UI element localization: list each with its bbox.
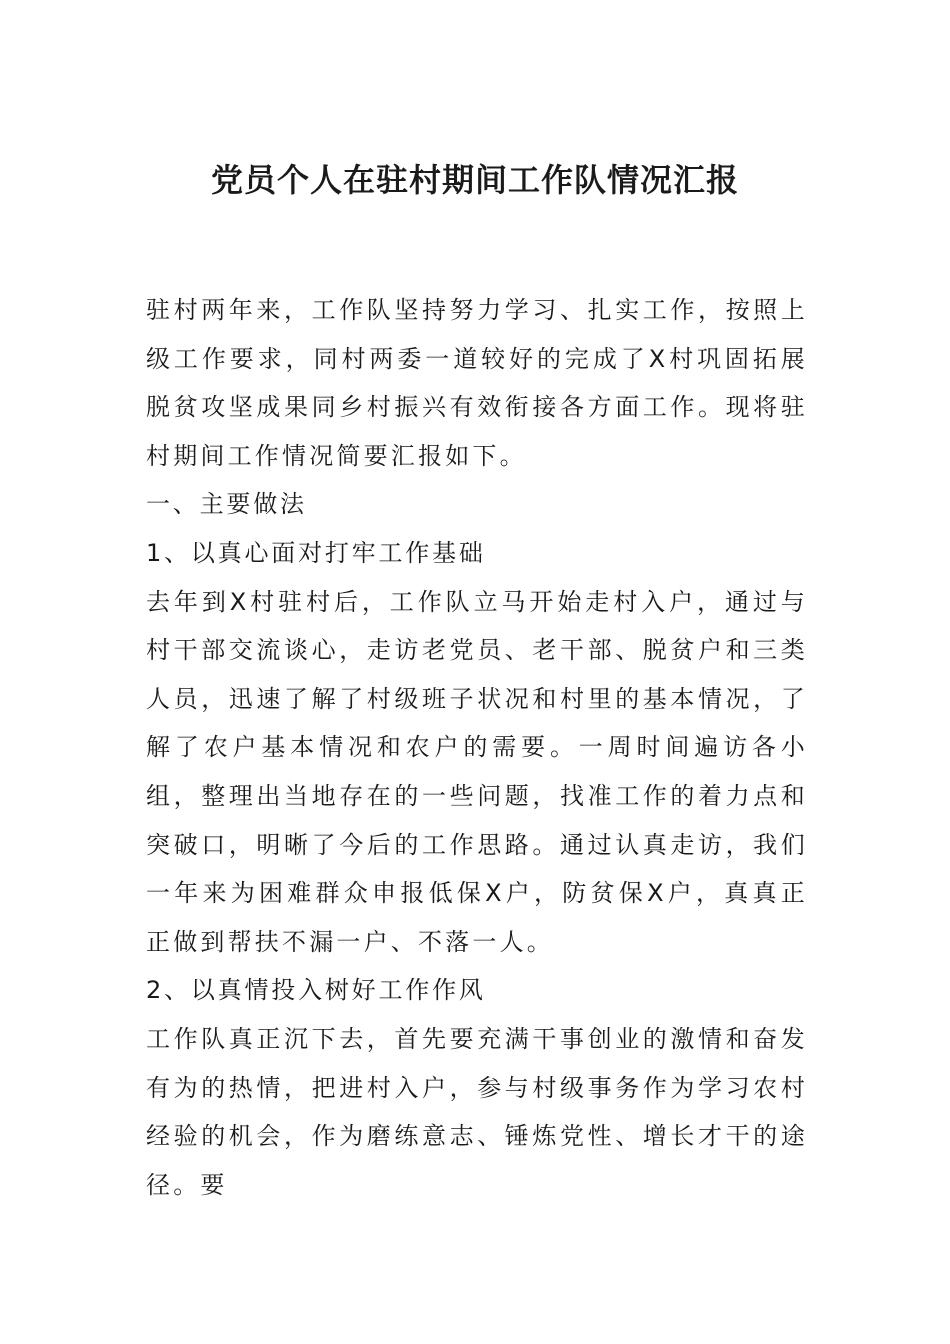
subsection-body-2: 工作队真正沉下去，首先要充满干事创业的激情和奋发有为的热情，把进村入户，参与村级事务作为学习农村经验的机会，作为磨练意志、锤炼党性、增长才干的途径。要	[146, 1024, 808, 1199]
subsection-body-1: 去年到X村驻村后，工作队立马开始走村入户，通过与村干部交流谈心，走访老党员、老干部、脱贫户和三类人员，迅速了解了村级班子状况和村里的基本情况，了解了农户基本情况和农户的需要。一周时间遍访各小组，整理出当地存在的一些问题，找准工作的着力点和突破口，明晰了今后的工作思路。通过认真走访，我们一年来为困难群众申报低保X户，防贫保X户，真真正正做到帮扶不漏一户、不落一人。	[146, 587, 808, 956]
subsection-heading-2: 2、以真情投入树好工作作风	[146, 976, 486, 1005]
section-heading-main-practices: 一、主要做法	[146, 490, 307, 519]
document-title: 党员个人在驻村期间工作队情况汇报	[210, 161, 739, 199]
intro-paragraph: 驻村两年来，工作队坚持努力学习、扎实工作，按照上级工作要求，同村两委一道较好的完成了X村巩固拓展脱贫攻坚成果同乡村振兴有效衔接各方面工作。现将驻村期间工作情况简要汇报如下。	[146, 296, 808, 470]
subsection-heading-1: 1、以真心面对打牢工作基础	[146, 538, 486, 567]
document-body	[146, 286, 808, 1209]
